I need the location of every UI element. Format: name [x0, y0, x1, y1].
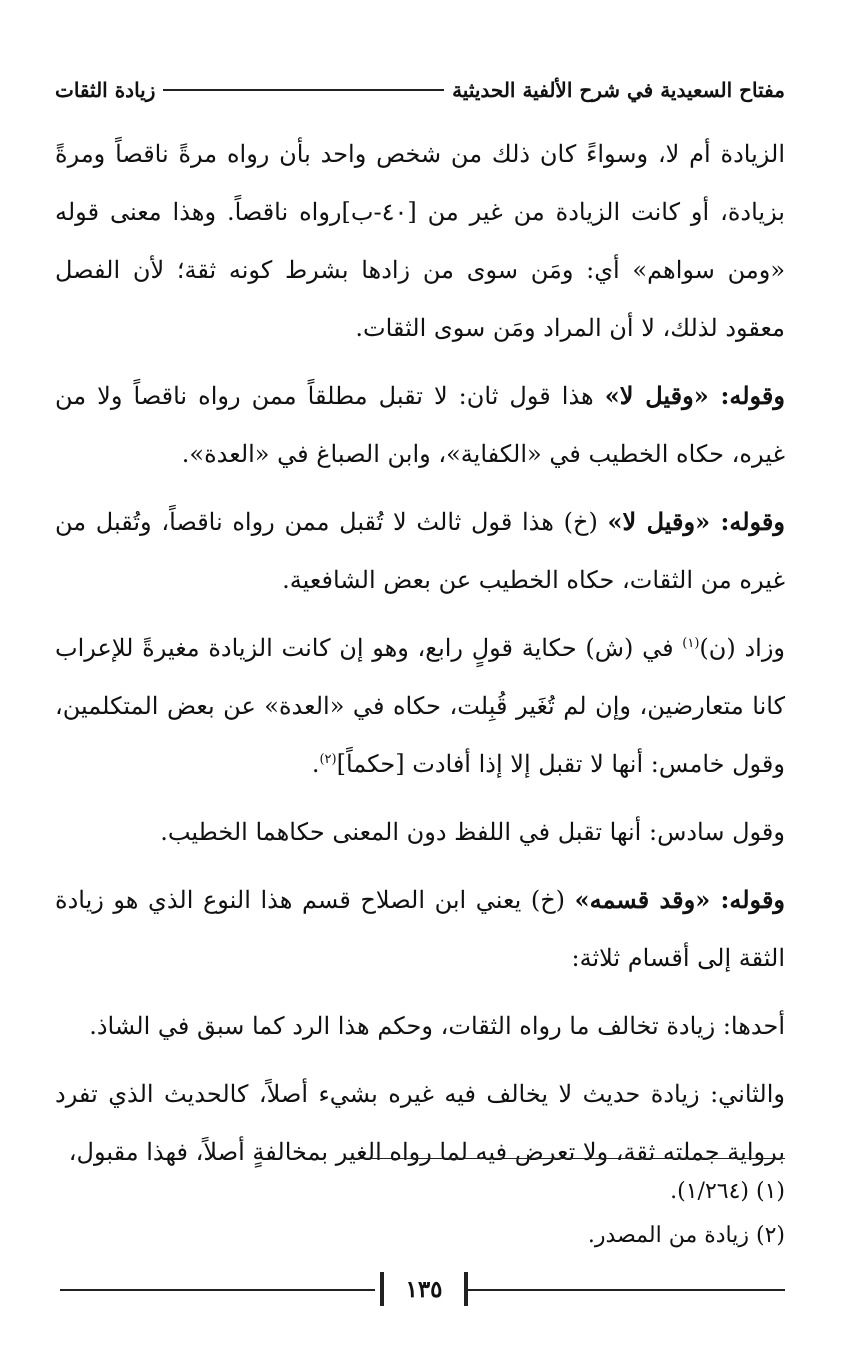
paragraph-text: وزاد (ن) [699, 634, 786, 662]
footnote-2: (٢) زيادة من المصدر. [587, 1223, 785, 1248]
running-header [55, 70, 785, 110]
paragraph-1: الزيادة أم لا، وسواءً كان ذلك من شخص واحد بأن رواه مرةً ناقصاً ومرةً بزيادة، أو كانت الزيادة من غير من [٤٠-ب]رواه ناقصاً. وهذا معنى قوله «ومن سواهم» أي: ومَن سوى من زادها بشرط كونه ثقة؛ لأن الفصل معقود لذلك، لا أن المراد ومَن سوى الثقات. [55, 140, 785, 342]
paragraph-7: أحدها: زيادة تخالف ما رواه الثقات، وحكم هذا الرد كما سبق في الشاذ. [89, 1012, 785, 1040]
footnote-1: (١) (١/٢٦٤). [670, 1179, 785, 1204]
header-rule [163, 89, 444, 91]
paragraph-8: والثاني: زيادة حديث لا يخالف فيه غيره بشيء أصلاً، كالحديث الذي تفرد برواية جملته ثقة، ولا تعرض فيه لما رواه الغير بمخالفةٍ أصلاً، فهذا مقبول، [55, 1080, 785, 1166]
book-title: مفتاح السعيدية في شرح الألفية الحديثية [452, 78, 785, 102]
footnote-ref-1[interactable]: (١) [682, 636, 700, 651]
paragraph-text: في (ش) حكاية قولٍ رابع، وهو إن كانت الزيادة مغيرةً للإعراب كانا متعارضين، وإن لم تُغَير قُبِلت، حكاه في «العدة» عن بعض المتكلمين، وقول خامس: أنها لا تقبل إلا إذا أفادت [حكماً] [55, 634, 785, 778]
paragraph-5: وقول سادس: أنها تقبل في اللفظ دون المعنى حكاهما الخطيب. [160, 818, 785, 846]
footnote-ref-2[interactable]: (٢) [319, 752, 337, 767]
page-number: ١٣٥ [380, 1272, 468, 1306]
quoted-term: وقوله: «وقد قسمه» [574, 885, 786, 914]
paragraph-6 [55, 871, 785, 987]
paragraph-4 [55, 619, 785, 793]
paragraph-2 [55, 367, 785, 483]
paragraph-text: . [311, 750, 320, 778]
main-text [55, 125, 785, 1181]
paragraph-text: (خ) يعني ابن الصلاح قسم هذا النوع الذي هو زيادة الثقة إلى أقسام ثلاثة: [55, 886, 785, 972]
footnote-separator [345, 1158, 785, 1159]
footer-rule-right [465, 1289, 785, 1291]
paragraph-text: هذا قول ثان: لا تقبل مطلقاً ممن رواه ناقصاً ولا من غيره، حكاه الخطيب في «الكفاية»، وابن الصباغ في «العدة». [55, 382, 785, 468]
quoted-term: وقوله: «وقيل لا» [604, 381, 785, 410]
paragraph-3 [55, 493, 785, 609]
chapter-title: زيادة الثقات [55, 78, 156, 102]
footnotes [55, 1170, 785, 1258]
footer-rule-left [60, 1289, 375, 1291]
quoted-term: وقوله: «وقيل لا» [607, 507, 785, 536]
paragraph-text: (خ) هذا قول ثالث لا تُقبل ممن رواه ناقصاً، وتُقبل من غيره من الثقات، حكاه الخطيب عن بعض الشافعية. [55, 508, 785, 594]
